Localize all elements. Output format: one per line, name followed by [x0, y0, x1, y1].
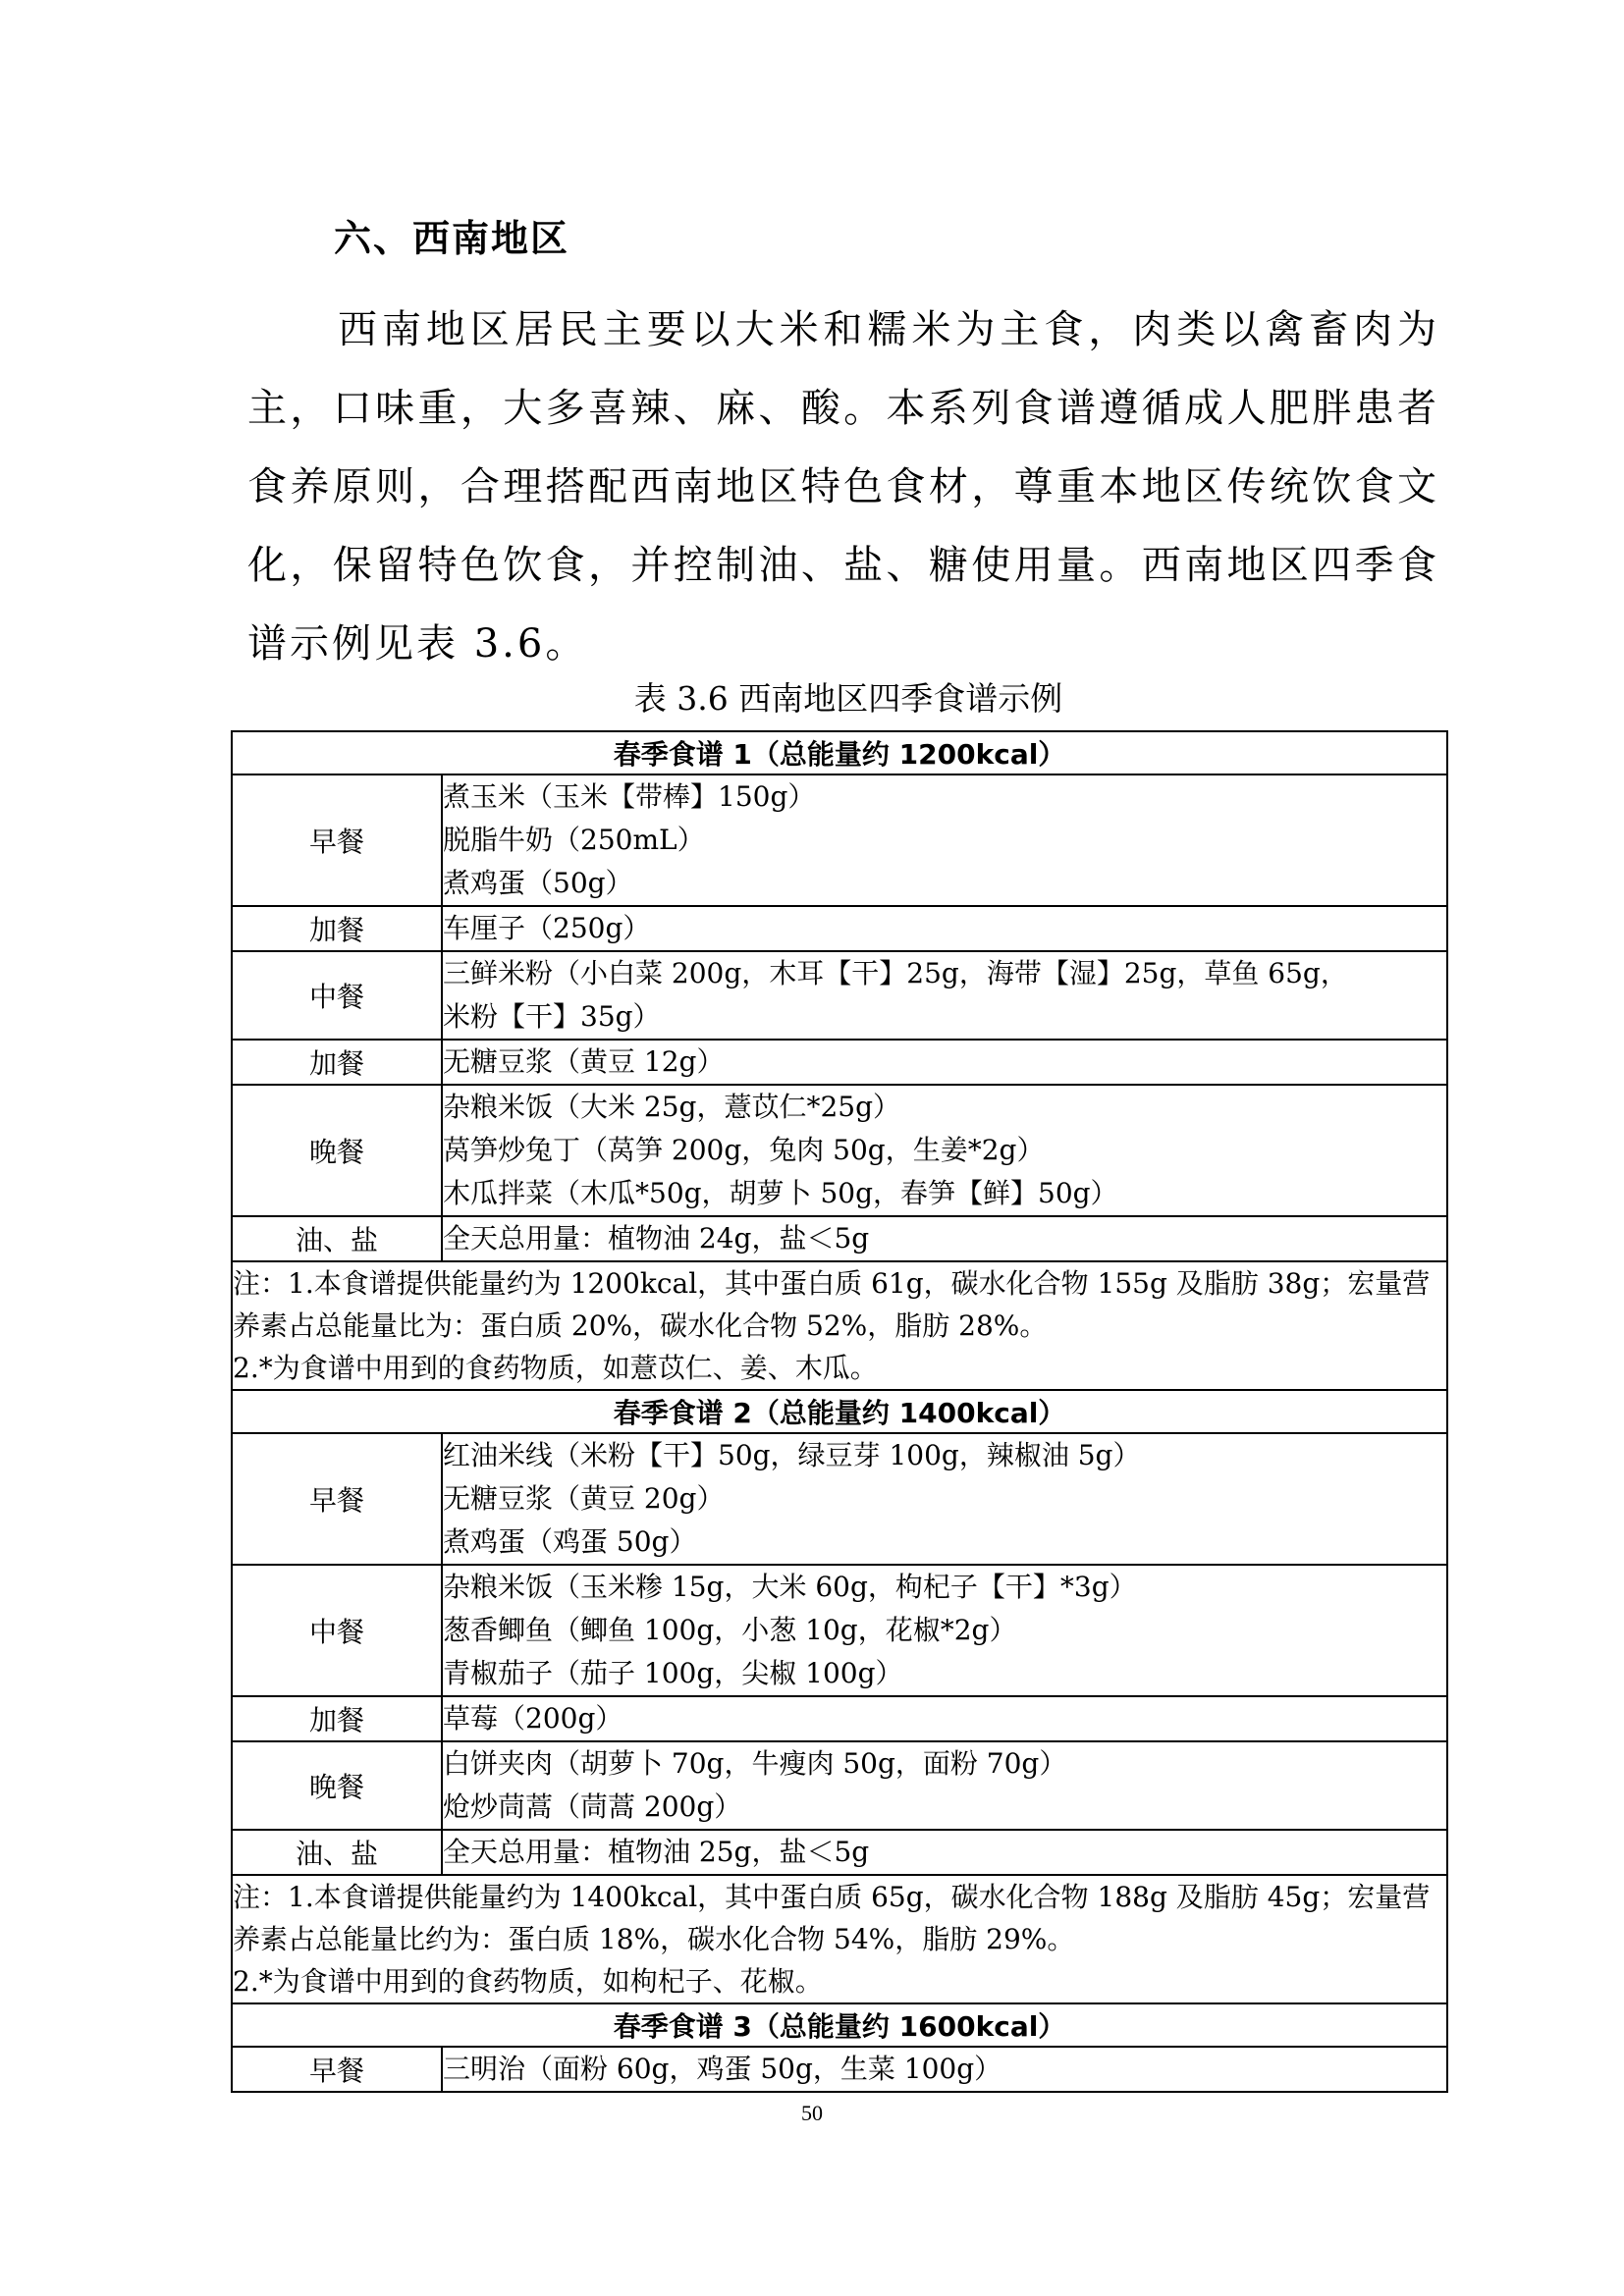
meal-name: 中餐 — [232, 1565, 442, 1696]
meal-row — [232, 951, 1447, 1040]
meal-name: 油、盐 — [232, 1830, 442, 1875]
recipe-title: 春季食谱 3（总能量约 1600kcal） — [232, 2003, 1447, 2047]
meal-row — [232, 1741, 1447, 1830]
meal-item: 木瓜拌菜（木瓜*50g，胡萝卜 50g，春笋【鲜】50g） — [443, 1177, 1118, 1209]
meal-item: 全天总用量：植物油 24g，盐＜5g — [443, 1222, 870, 1255]
meal-item: 杂粮米饭（玉米糁 15g，大米 60g，枸杞子【干】*3g） — [443, 1571, 1137, 1603]
meal-items — [442, 906, 1447, 951]
meal-name: 早餐 — [232, 1433, 442, 1565]
meal-item: 三明治（面粉 60g，鸡蛋 50g，生菜 100g） — [443, 2053, 1002, 2085]
meal-row — [232, 1830, 1447, 1875]
meal-item: 白饼夹肉（胡萝卜 70g，牛瘦肉 50g，面粉 70g） — [443, 1747, 1067, 1780]
meal-items — [442, 1216, 1447, 1261]
meal-item: 煮鸡蛋（50g） — [443, 867, 633, 899]
meal-row — [232, 1696, 1447, 1741]
note-line: 注：1.本食谱提供能量约为 1200kcal，其中蛋白质 61g，碳水化合物 155g 及脂肪 38g；宏量营养素占总能量比为：蛋白质 20%，碳水化合物 52%，脂肪 28%。 — [233, 1267, 1431, 1342]
meal-row — [232, 2047, 1447, 2092]
meal-item: 莴笋炒兔丁（莴笋 200g，兔肉 50g，生姜*2g） — [443, 1134, 1045, 1166]
recipe-note — [232, 1261, 1447, 1390]
meal-item: 脱脂牛奶（250mL） — [443, 824, 705, 856]
meal-item: 无糖豆浆（黄豆 12g） — [443, 1045, 725, 1078]
meal-items — [442, 1433, 1447, 1565]
meal-item: 米粉【干】35g） — [443, 1000, 661, 1033]
recipe-table — [231, 730, 1448, 2093]
meal-row — [232, 1085, 1447, 1216]
meal-items — [442, 1830, 1447, 1875]
recipe-title-row — [232, 1390, 1447, 1433]
meal-name: 晚餐 — [232, 1085, 442, 1216]
meal-row — [232, 774, 1447, 906]
meal-item: 葱香鲫鱼（鲫鱼 100g，小葱 10g，花椒*2g） — [443, 1614, 1017, 1646]
meal-row — [232, 1433, 1447, 1565]
intro-paragraph: 西南地区居民主要以大米和糯米为主食，肉类以禽畜肉为主，口味重，大多喜辣、麻、酸。本系列食谱遵循成人肥胖患者食养原则，合理搭配西南地区特色食材，尊重本地区传统饮食文化，保留特色饮食，并控制油、盐、糖使用量。西南地区四季食谱示例见表 3.6。 — [247, 307, 1439, 667]
meal-row — [232, 906, 1447, 951]
meal-row — [232, 1216, 1447, 1261]
meal-name: 加餐 — [232, 1696, 442, 1741]
meal-name: 加餐 — [232, 1040, 442, 1085]
meal-items — [442, 1741, 1447, 1830]
meal-item: 草莓（200g） — [443, 1702, 623, 1735]
meal-items — [442, 2047, 1447, 2092]
recipe-title-row — [232, 2003, 1447, 2047]
meal-items — [442, 1565, 1447, 1696]
meal-name: 中餐 — [232, 951, 442, 1040]
meal-name: 早餐 — [232, 774, 442, 906]
meal-item: 杂粮米饭（大米 25g，薏苡仁*25g） — [443, 1091, 901, 1123]
meal-name: 早餐 — [232, 2047, 442, 2092]
meal-items — [442, 951, 1447, 1040]
note-line: 2.*为食谱中用到的食药物质，如枸杞子、花椒。 — [233, 1965, 823, 1998]
meal-items — [442, 1085, 1447, 1216]
meal-items — [442, 774, 1447, 906]
meal-item: 煮鸡蛋（鸡蛋 50g） — [443, 1525, 697, 1558]
recipe-title: 春季食谱 1（总能量约 1200kcal） — [232, 731, 1447, 774]
note-line: 注：1.本食谱提供能量约为 1400kcal，其中蛋白质 65g，碳水化合物 188g 及脂肪 45g；宏量营养素占总能量比约为：蛋白质 18%，碳水化合物 54%，脂肪 29%。 — [233, 1881, 1431, 1955]
meal-name: 晚餐 — [232, 1741, 442, 1830]
meal-items — [442, 1696, 1447, 1741]
recipe-title-row — [232, 731, 1447, 774]
recipe-note-row — [232, 1261, 1447, 1390]
section-heading: 六、西南地区 — [334, 217, 570, 260]
recipe-note-row — [232, 1875, 1447, 2003]
page-number: 50 — [801, 2101, 823, 2125]
meal-row — [232, 1040, 1447, 1085]
meal-item: 煮玉米（玉米【带棒】150g） — [443, 780, 816, 813]
recipe-table-body — [232, 731, 1447, 2092]
meal-item: 车厘子（250g） — [443, 912, 651, 944]
meal-row — [232, 1565, 1447, 1696]
meal-item: 红油米线（米粉【干】50g，绿豆芽 100g，辣椒油 5g） — [443, 1439, 1141, 1471]
note-line: 2.*为食谱中用到的食药物质，如薏苡仁、姜、木瓜。 — [233, 1352, 878, 1384]
meal-item: 三鲜米粉（小白菜 200g，木耳【干】25g，海带【湿】25g，草鱼 65g， — [443, 957, 1348, 989]
meal-name: 加餐 — [232, 906, 442, 951]
meal-item: 青椒茄子（茄子 100g，尖椒 100g） — [443, 1657, 903, 1689]
recipe-title: 春季食谱 2（总能量约 1400kcal） — [232, 1390, 1447, 1433]
meal-items — [442, 1040, 1447, 1085]
meal-item: 全天总用量：植物油 25g，盐＜5g — [443, 1836, 870, 1868]
meal-item: 无糖豆浆（黄豆 20g） — [443, 1482, 725, 1515]
meal-item: 炝炒茼蒿（茼蒿 200g） — [443, 1790, 742, 1823]
table-caption: 表 3.6 西南地区四季食谱示例 — [633, 679, 1063, 718]
meal-name: 油、盐 — [232, 1216, 442, 1261]
recipe-note — [232, 1875, 1447, 2003]
